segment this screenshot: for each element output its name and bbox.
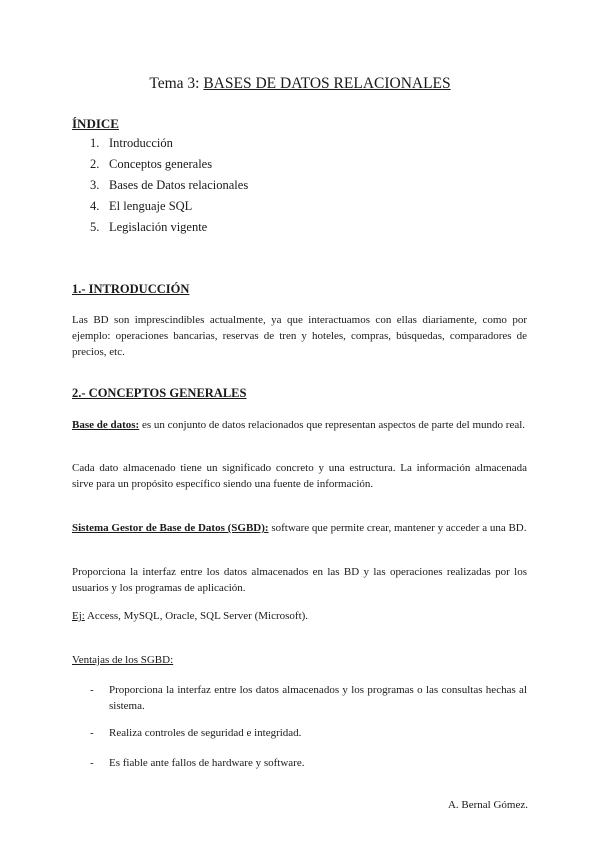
- advantages-list-2: [90, 725, 527, 741]
- sgbd-extra-paragraph: Proporciona la interfaz entre los datos almacenados en las BD y las operaciones realizadas por los usuarios y los programas de aplicación.: [72, 566, 527, 594]
- list-item: - Proporciona la interfaz entre los datos almacenados y los programas o las consultas hechas al sistema.: [90, 684, 527, 712]
- db-extra-paragraph: Cada dato almacenado tiene un significado concreto y una estructura. La información almacenada sirve para un propósito específico siendo una fuente de información.: [72, 462, 527, 490]
- toc-label: El lenguaje SQL: [109, 199, 193, 213]
- intro-paragraph: Las BD son imprescindibles actualmente, ya que interactuamos con ellas diariamente, como por ejemplo: operaciones bancarias, reservas de tren y hoteles, compras, búsquedas, comparadores de precios, etc.: [72, 314, 527, 358]
- advantages-heading: Ventajas de los SGBD:: [72, 654, 174, 666]
- example-label: Ej:: [72, 610, 85, 622]
- toc-label: Bases de Datos relacionales: [109, 178, 249, 192]
- sgbd-definition: [72, 520, 527, 536]
- intro-heading: 1.- INTRODUCCIÓN: [72, 282, 190, 296]
- toc-item-5: 5. Legislación vigente: [90, 220, 208, 234]
- toc-label: Conceptos generales: [109, 157, 213, 171]
- toc-item-4: 4. El lenguaje SQL: [90, 199, 193, 213]
- document-title: [0, 75, 600, 93]
- db-definition-text: es un conjunto de datos relacionados que representan aspectos de parte del mundo real.: [139, 419, 526, 431]
- index-heading: ÍNDICE: [72, 116, 119, 131]
- advantages-list-3: [90, 755, 527, 771]
- example-line: [72, 608, 527, 624]
- advantages-list: [90, 682, 527, 714]
- toc-item-1: 1. Introducción: [90, 136, 173, 150]
- toc-label: Introducción: [109, 136, 173, 150]
- title-prefix: Tema 3:: [149, 75, 200, 92]
- toc-item-2: 2. Conceptos generales: [90, 157, 213, 171]
- list-item: - Es fiable ante fallos de hardware y software.: [90, 757, 305, 769]
- db-definition: [72, 417, 527, 433]
- table-of-contents: [90, 136, 248, 241]
- example-text: Access, MySQL, Oracle, SQL Server (Microsoft).: [84, 610, 309, 622]
- toc-label: Legislación vigente: [109, 220, 208, 234]
- title-main: BASES DE DATOS RELACIONALES: [203, 75, 451, 92]
- footer-author: A. Bernal Gómez.: [447, 799, 528, 811]
- sgbd-definition-text: software que permite crear, mantener y acceder a una BD.: [268, 522, 527, 534]
- concepts-heading: 2.- CONCEPTOS GENERALES: [72, 386, 247, 400]
- db-term: Base de datos:: [72, 419, 140, 431]
- toc-item-3: 3. Bases de Datos relacionales: [90, 178, 249, 192]
- list-item: - Realiza controles de seguridad e integridad.: [90, 727, 302, 739]
- sgbd-term: Sistema Gestor de Base de Datos (SGBD):: [72, 522, 269, 534]
